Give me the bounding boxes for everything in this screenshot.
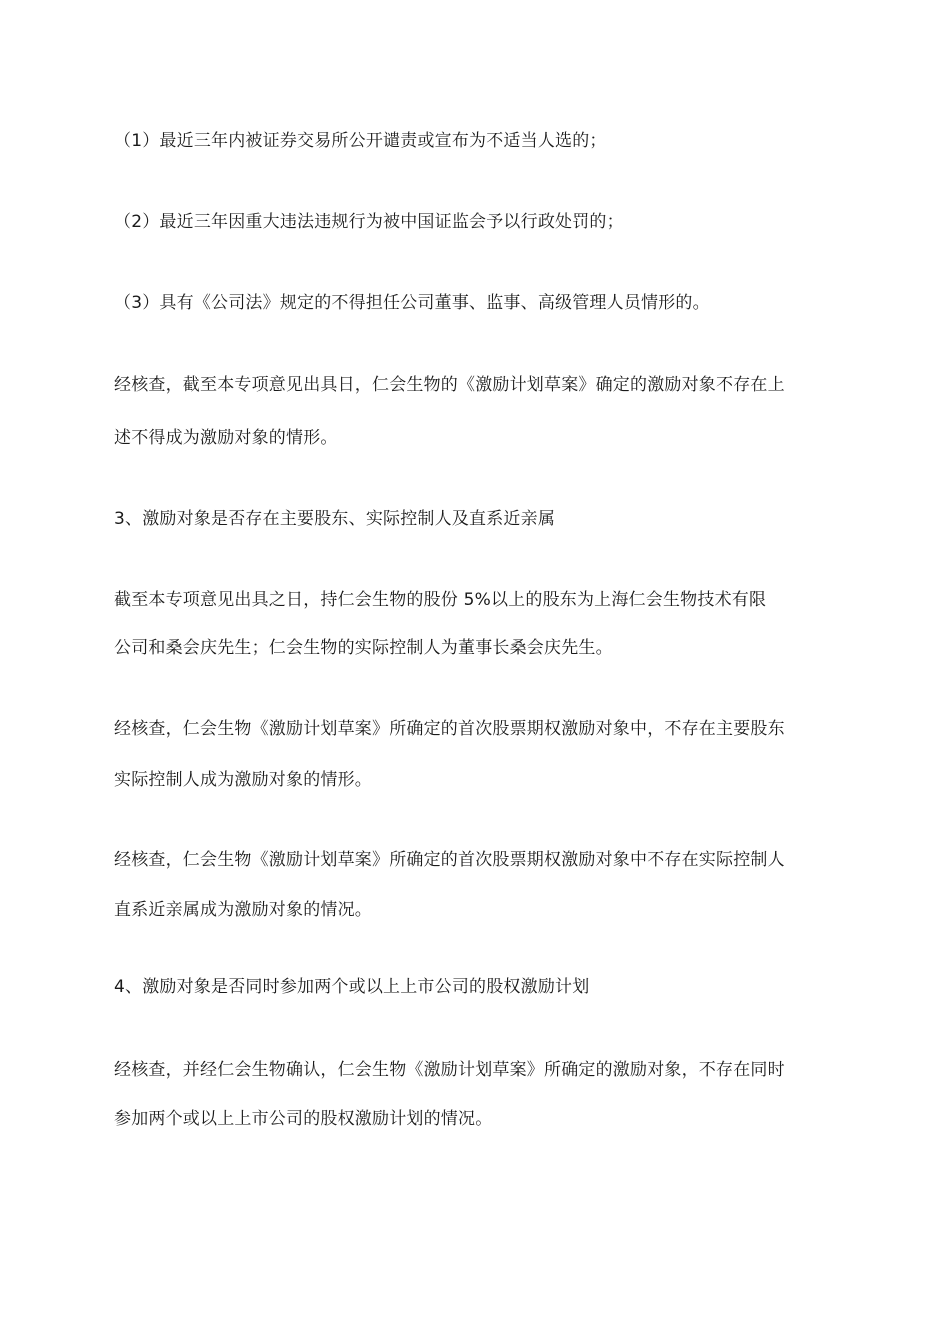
paragraph-line: 经核查，截至本专项意见出具日，仁会生物的《激励计划草案》确定的激励对象不存在上: [114, 375, 785, 395]
paragraph-line: 实际控制人成为激励对象的情形。: [114, 770, 372, 790]
paragraph-line: 经核查，仁会生物《激励计划草案》所确定的首次股票期权激励对象中不存在实际控制人: [114, 850, 785, 870]
paragraph-line: 参加两个或以上上市公司的股权激励计划的情况。: [114, 1109, 493, 1129]
paragraph-line: 经核查，并经仁会生物确认，仁会生物《激励计划草案》所确定的激励对象，不存在同时: [114, 1060, 785, 1080]
paragraph-line: 公司和桑会庆先生；仁会生物的实际控制人为董事长桑会庆先生。: [114, 638, 613, 658]
section-heading-3: 3、激励对象是否存在主要股东、实际控制人及直系近亲属: [114, 509, 556, 529]
paragraph-line: 述不得成为激励对象的情形。: [114, 428, 338, 448]
list-item-2: （2）最近三年因重大违法违规行为被中国证监会予以行政处罚的；: [114, 212, 624, 232]
section-heading-4: 4、激励对象是否同时参加两个或以上上市公司的股权激励计划: [114, 977, 590, 997]
paragraph-line: 直系近亲属成为激励对象的情况。: [114, 900, 372, 920]
list-item-3: （3）具有《公司法》规定的不得担任公司董事、监事、高级管理人员情形的。: [114, 293, 710, 313]
list-item-1: （1）最近三年内被证券交易所公开谴责或宣布为不适当人选的；: [114, 131, 607, 151]
paragraph-line: 截至本专项意见出具之日，持仁会生物的股份 5%以上的股东为上海仁会生物技术有限: [114, 590, 767, 610]
paragraph-line: 经核查，仁会生物《激励计划草案》所确定的首次股票期权激励对象中，不存在主要股东: [114, 719, 785, 739]
